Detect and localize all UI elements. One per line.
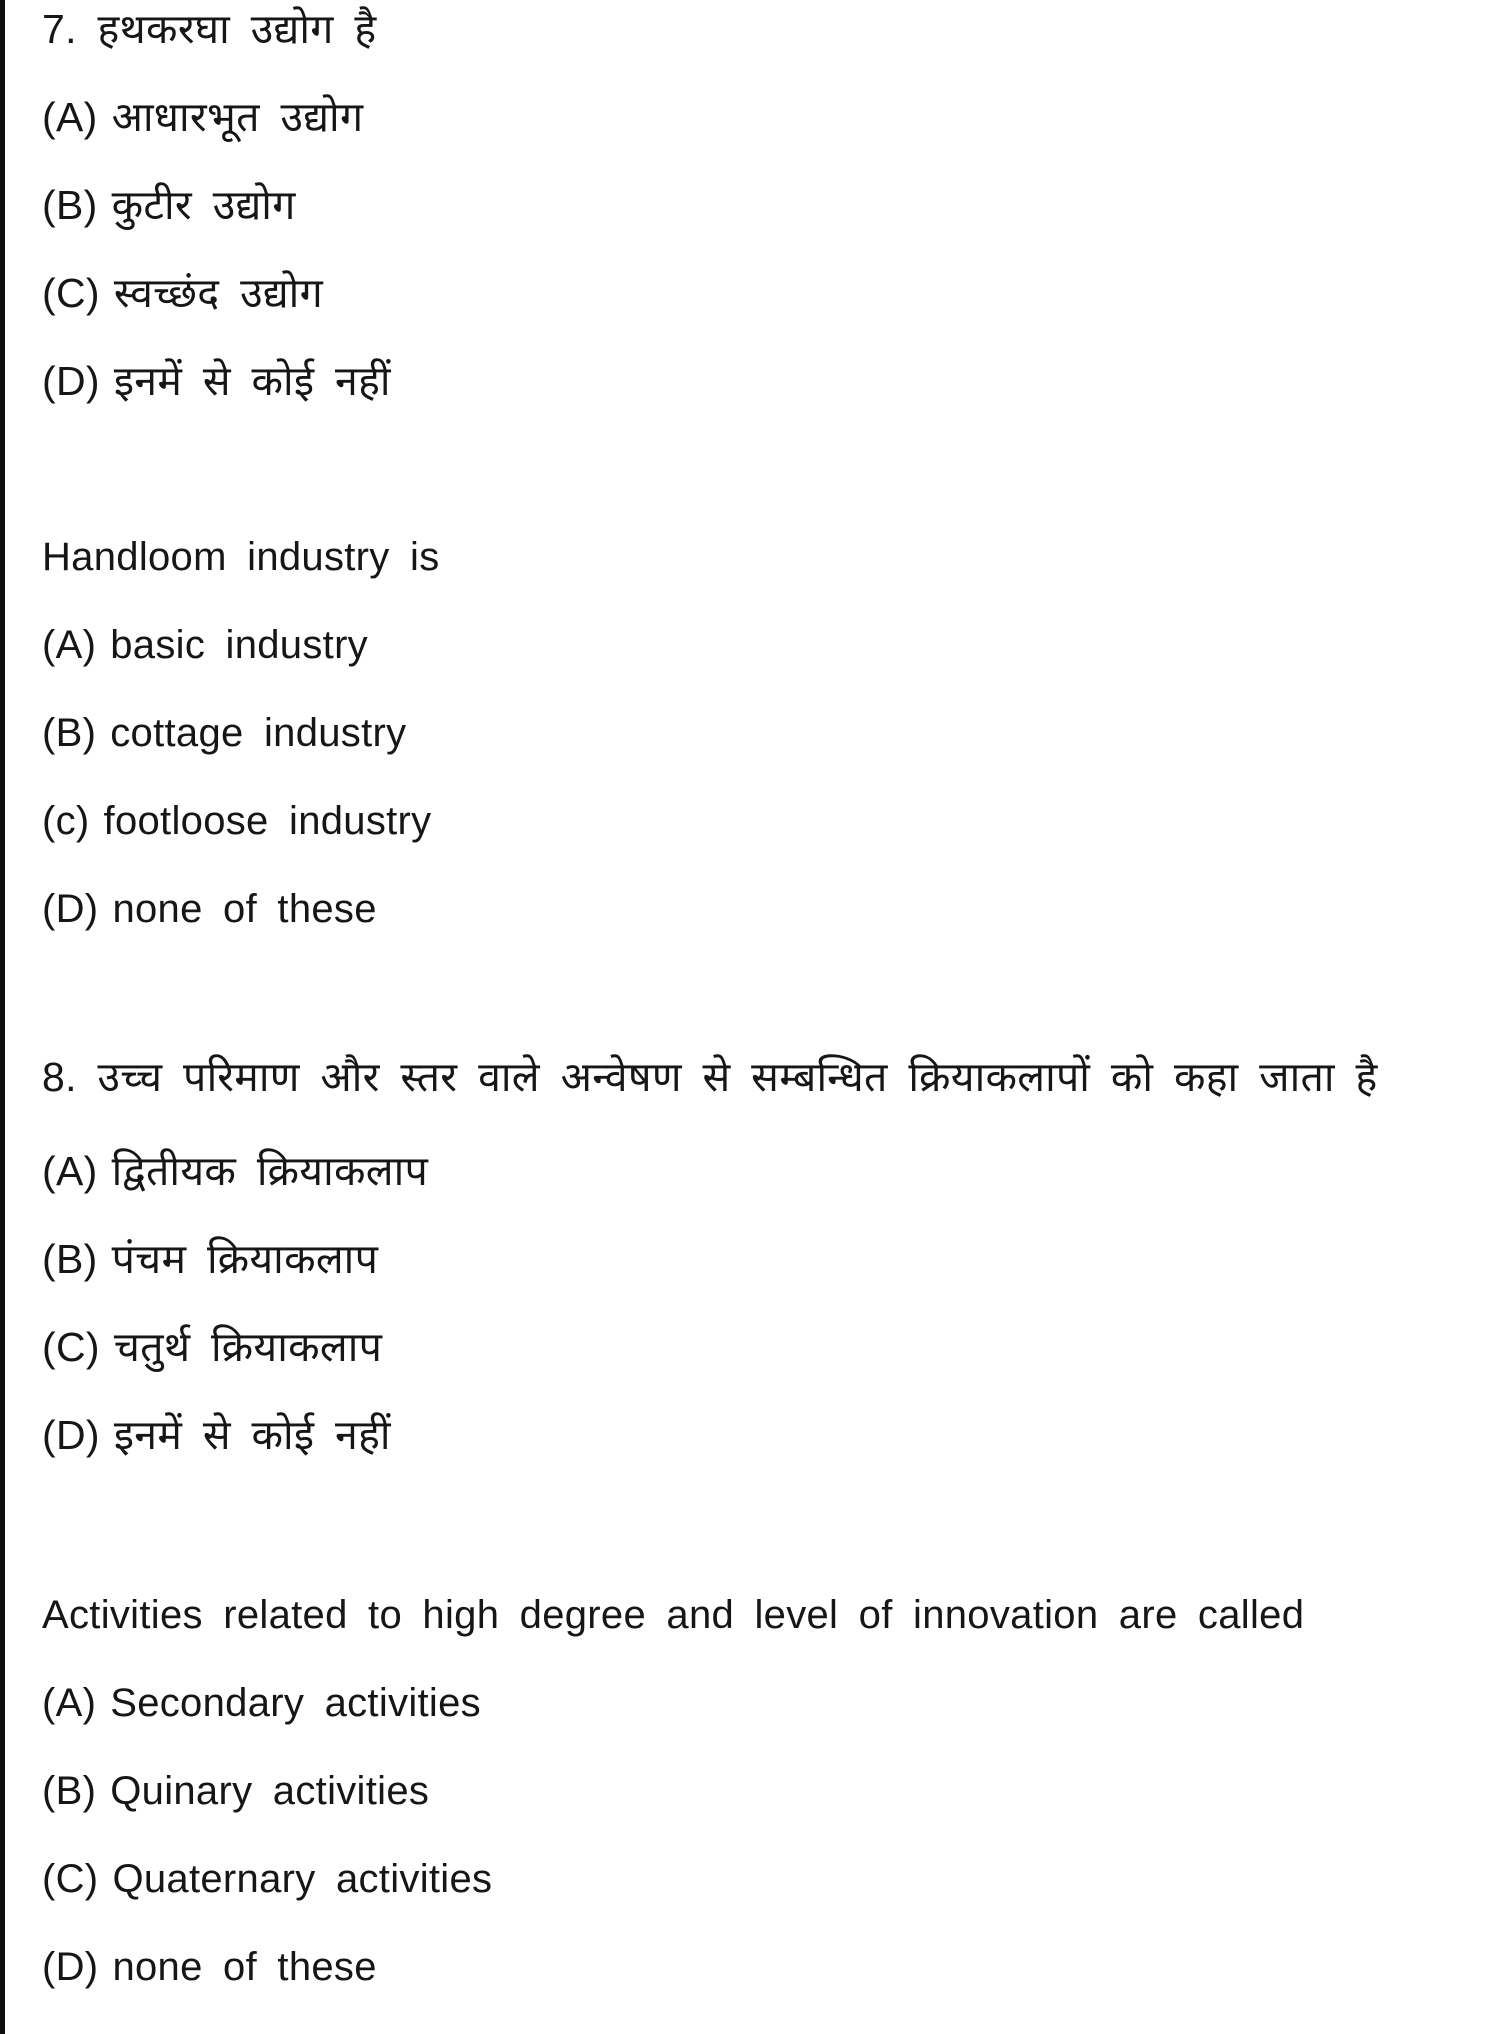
option-label: (A) (42, 1681, 97, 1725)
question-7-english-option-c (42, 792, 1485, 850)
question-7-hindi-stem: 7. हथकरघा उद्योग है (42, 6, 377, 52)
option-text: none of these (112, 887, 377, 931)
question-8-hindi-option-c (42, 1318, 1485, 1376)
option-text: पंचम क्रियाकलाप (111, 1236, 379, 1282)
option-label: (B) (42, 711, 97, 755)
option-text: चतुर्थ क्रियाकलाप (113, 1324, 383, 1370)
question-7-english-option-a (42, 616, 1485, 674)
option-label: (C) (42, 270, 100, 316)
question-8-english-option-a (42, 1674, 1485, 1732)
option-text: Quaternary activities (112, 1857, 493, 1901)
option-text: कुटीर उद्योग (111, 182, 296, 228)
question-7-hindi-option-d (42, 352, 1485, 410)
option-label: (A) (42, 94, 98, 140)
option-text: इनमें से कोई नहीं (113, 1412, 391, 1458)
question-8-hindi-option-a (42, 1142, 1485, 1200)
option-text: आधारभूत उद्योग (111, 94, 364, 140)
question-8-hindi-option-b (42, 1230, 1485, 1288)
question-8-hindi-stem: 8. उच्च परिमाण और स्तर वाले अन्वेषण से सम्बन्धित क्रियाकलापों को कहा जाता है (42, 1054, 1378, 1100)
option-text: Secondary activities (110, 1681, 481, 1725)
option-label: (D) (42, 1412, 100, 1458)
question-7-hindi-option-a (42, 88, 1485, 146)
option-text: इनमें से कोई नहीं (113, 358, 391, 404)
option-text: Quinary activities (110, 1769, 430, 1813)
option-text: स्वच्छंद उद्योग (113, 270, 323, 316)
scan-edge-line (0, 0, 5, 2034)
option-label: (D) (42, 358, 100, 404)
option-text: footloose industry (103, 799, 432, 843)
option-text: none of these (112, 1945, 377, 1989)
option-text: cottage industry (110, 711, 407, 755)
option-label: (B) (42, 182, 98, 228)
question-7-english-stem: Handloom industry is (42, 535, 440, 579)
question-8-hindi-option-d (42, 1406, 1485, 1464)
option-text: basic industry (110, 623, 368, 667)
option-label: (A) (42, 1148, 98, 1194)
question-8-english-stem: Activities related to high degree and level of innovation are called (42, 1593, 1305, 1637)
option-label: (D) (42, 1945, 99, 1989)
question-7-hindi-option-c (42, 264, 1485, 322)
question-8-english-option-c (42, 1850, 1485, 1908)
option-label: (A) (42, 623, 97, 667)
question-paper-content (42, 0, 1485, 1996)
option-label: (D) (42, 887, 99, 931)
question-7-english-option-d (42, 880, 1485, 938)
option-label: (B) (42, 1236, 98, 1282)
option-label: (C) (42, 1857, 99, 1901)
option-label: (c) (42, 799, 90, 843)
question-7-english-option-b (42, 704, 1485, 762)
option-label: (C) (42, 1324, 100, 1370)
question-8-english-option-d (42, 1938, 1485, 1996)
option-text: द्वितीयक क्रियाकलाप (111, 1148, 429, 1194)
question-8-english-option-b (42, 1762, 1485, 1820)
option-label: (B) (42, 1769, 97, 1813)
question-7-hindi-option-b (42, 176, 1485, 234)
